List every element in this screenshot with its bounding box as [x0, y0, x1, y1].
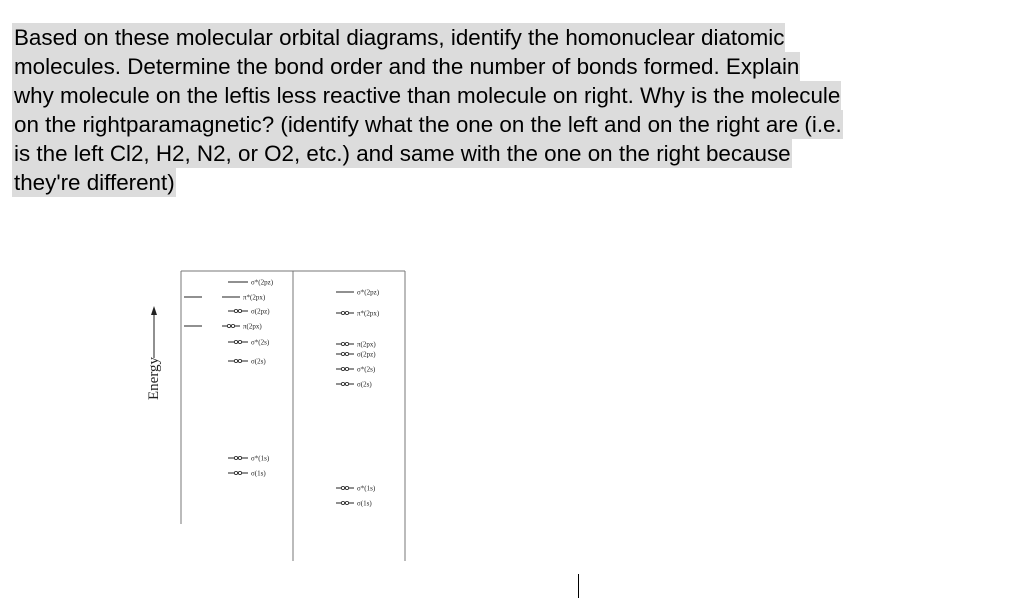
right-level-3-label: σ(2pz) — [357, 350, 376, 359]
electron-mark — [345, 311, 348, 314]
left-level-4-label: σ*(2s) — [251, 338, 270, 347]
electron-mark — [238, 456, 241, 459]
electron-mark — [234, 456, 237, 459]
electron-mark — [341, 311, 344, 314]
energy-arrowhead — [151, 306, 157, 315]
electron-mark — [345, 367, 348, 370]
electron-mark — [227, 324, 230, 327]
question-text — [12, 23, 1012, 197]
question-line: molecules. Determine the bond order and the number of bonds formed. Explain — [14, 54, 800, 79]
question-line: why molecule on the leftis less reactive than molecule on right. Why is the molecule — [14, 83, 841, 108]
electron-mark — [234, 471, 237, 474]
electron-mark — [341, 501, 344, 504]
left-level-1-label: π*(2px) — [243, 293, 266, 302]
electron-mark — [231, 324, 234, 327]
electron-mark — [345, 501, 348, 504]
left-mo-levels — [184, 279, 274, 478]
right-mo-levels — [336, 289, 380, 508]
electron-mark — [345, 352, 348, 355]
electron-mark — [345, 486, 348, 489]
mo-diagram-image — [140, 266, 420, 566]
electron-mark — [234, 309, 237, 312]
question-line: they're different) — [14, 170, 175, 195]
text-cursor — [578, 574, 579, 598]
electron-mark — [345, 382, 348, 385]
electron-mark — [341, 352, 344, 355]
left-level-5-label: σ(2s) — [251, 357, 266, 366]
electron-mark — [234, 340, 237, 343]
left-level-2-label: σ(2pz) — [251, 307, 270, 316]
right-level-1-label: π*(2px) — [357, 309, 380, 318]
electron-mark — [238, 309, 241, 312]
right-level-4-label: σ*(2s) — [357, 365, 376, 374]
left-level-6-label: σ*(1s) — [251, 454, 270, 463]
left-level-7-label: σ(1s) — [251, 469, 266, 478]
electron-mark — [341, 367, 344, 370]
right-level-6-label: σ*(1s) — [357, 484, 376, 493]
left-level-0-label: σ*(2pz) — [251, 278, 274, 287]
electron-mark — [238, 359, 241, 362]
question-line: is the left Cl2, H2, N2, or O2, etc.) and same with the one on the right because — [14, 141, 791, 166]
energy-axis-label: Energy — [146, 356, 162, 400]
left-level-3-label: π(2px) — [243, 322, 262, 331]
electron-mark — [341, 342, 344, 345]
electron-mark — [234, 359, 237, 362]
mo-diagram — [140, 266, 420, 566]
right-level-2-label: π(2px) — [357, 340, 376, 349]
right-level-7-label: σ(1s) — [357, 499, 372, 508]
electron-mark — [238, 340, 241, 343]
question-line: Based on these molecular orbital diagrams, identify the homonuclear diatomic — [14, 25, 785, 50]
question-line: on the rightparamagnetic? (identify what the one on the left and on the right are (i.e. — [14, 112, 842, 137]
right-level-0-label: σ*(2pz) — [357, 288, 380, 297]
electron-mark — [341, 486, 344, 489]
right-level-5-label: σ(2s) — [357, 380, 372, 389]
electron-mark — [345, 342, 348, 345]
electron-mark — [341, 382, 344, 385]
electron-mark — [238, 471, 241, 474]
